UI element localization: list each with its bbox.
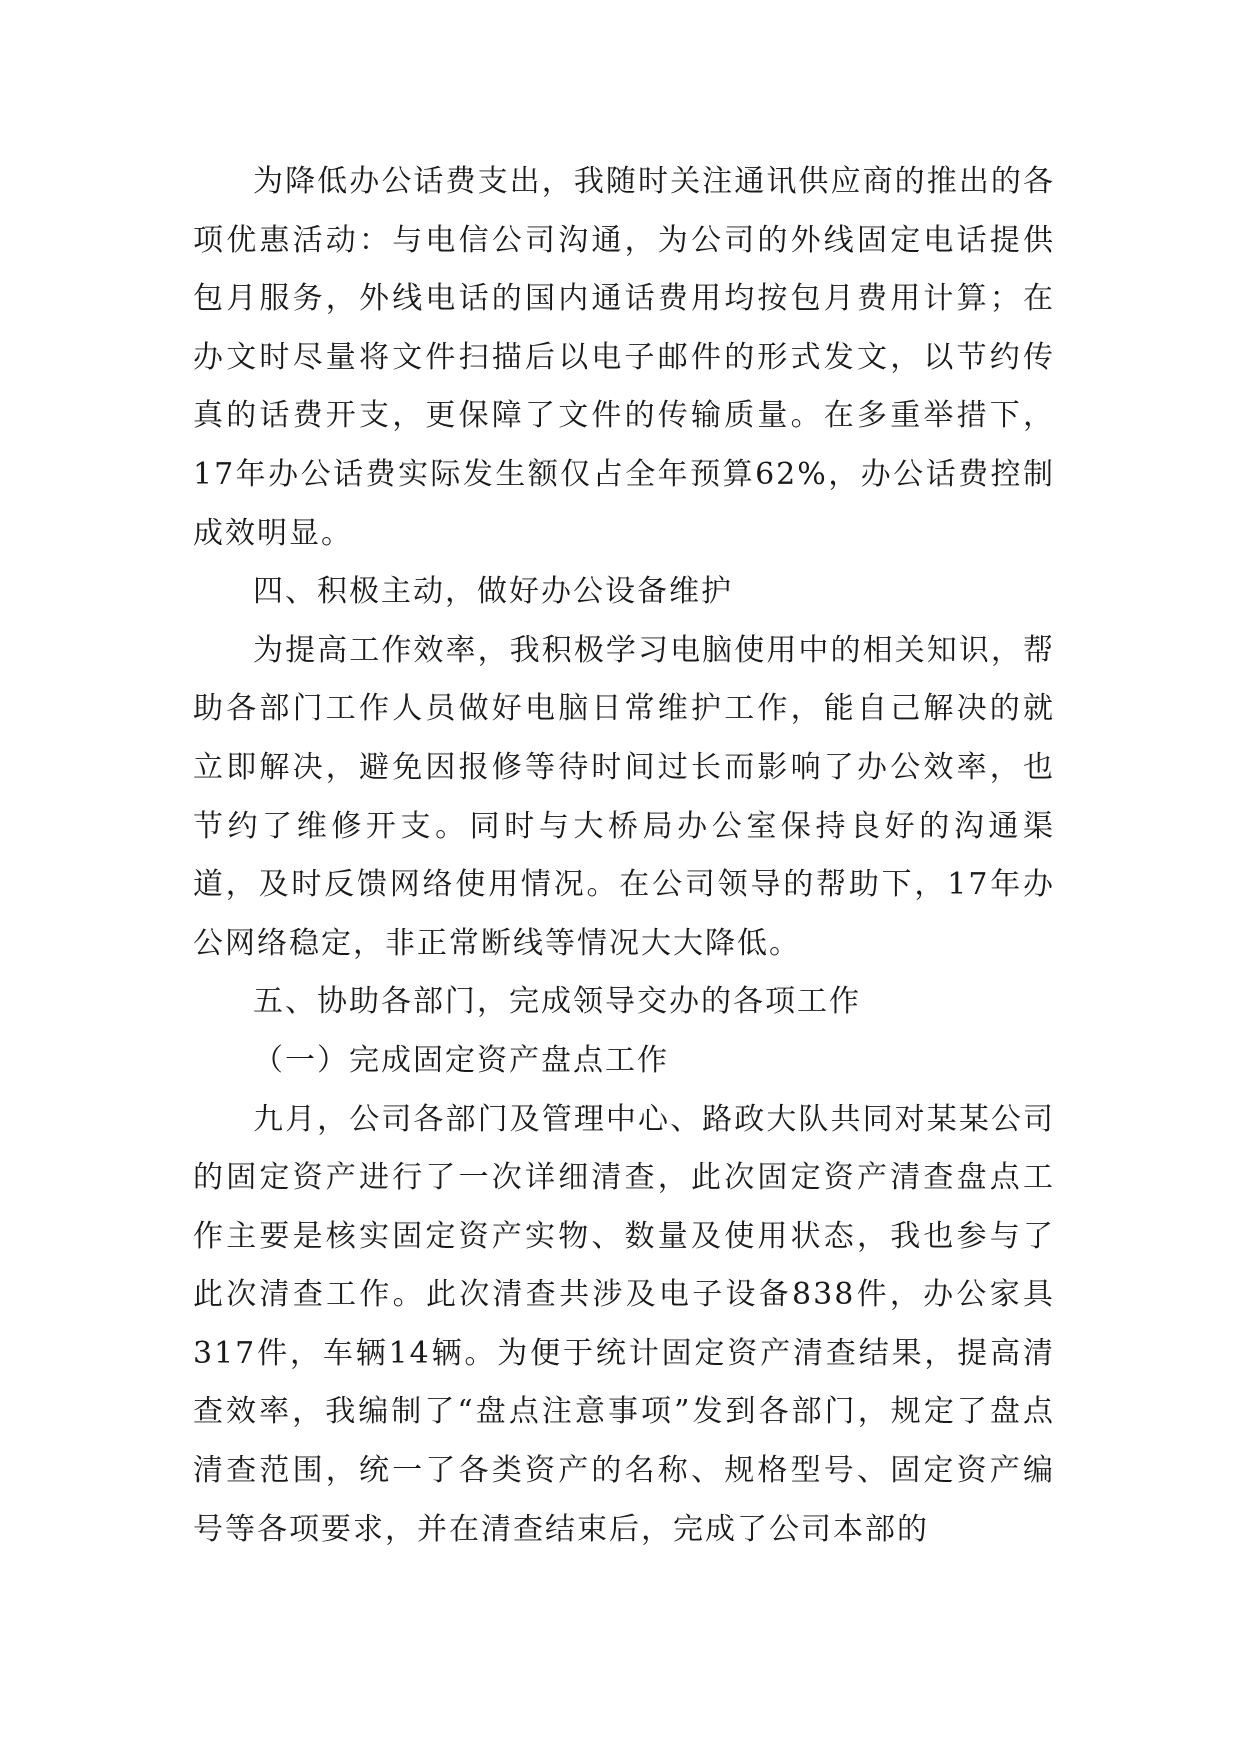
paragraph-asset-inventory: 九月，公司各部门及管理中心、路政大队共同对某某公司的固定资产进行了一次详细清查，此次固定资产清查盘点工作主要是核实固定资产实物、数量及使用状态，我也参与了此次清查工作。此次清查共涉及电子设备838件，办公家具317件，车辆14辆。为便于统计固定资产清查结果，提高清查效率，我编制了“盘点注意事项”发到各部门，规定了盘点清查范围，统一了各类资产的名称、规格型号、固定资产编号等各项要求，并在清查结束后，完成了公司本部的 [193, 1101, 1055, 1547]
section-heading-assist-departments: 五、协助各部门，完成领导交办的各项工作 [253, 984, 861, 1020]
subsection-heading-asset-inventory: （一）完成固定资产盘点工作 [253, 1042, 669, 1078]
section-heading-equipment-maintenance: 四、积极主动，做好办公设备维护 [253, 574, 733, 610]
paragraph-computer-maintenance: 为提高工作效率，我积极学习电脑使用中的相关知识，帮助各部门工作人员做好电脑日常维护工作，能自己解决的就立即解决，避免因报修等待时间过长而影响了办公效率，也节约了维修开支。同时与大桥局办公室保持良好的沟通渠道，及时反馈网络使用情况。在公司领导的帮助下，17年办公网络稳定，非正常断线等情况大大降低。 [193, 632, 1055, 961]
document-body [193, 153, 1055, 1559]
paragraph-phone-cost: 为降低办公话费支出，我随时关注通讯供应商的推出的各项优惠活动：与电信公司沟通，为公司的外线固定电话提供包月服务，外线电话的国内通话费用均按包月费用计算；在办文时尽量将文件扫描后以电子邮件的形式发文，以节约传真的话费开支，更保障了文件的传输质量。在多重举措下，17年办公话费实际发生额仅占全年预算62%，办公话费控制成效明显。 [193, 164, 1055, 551]
